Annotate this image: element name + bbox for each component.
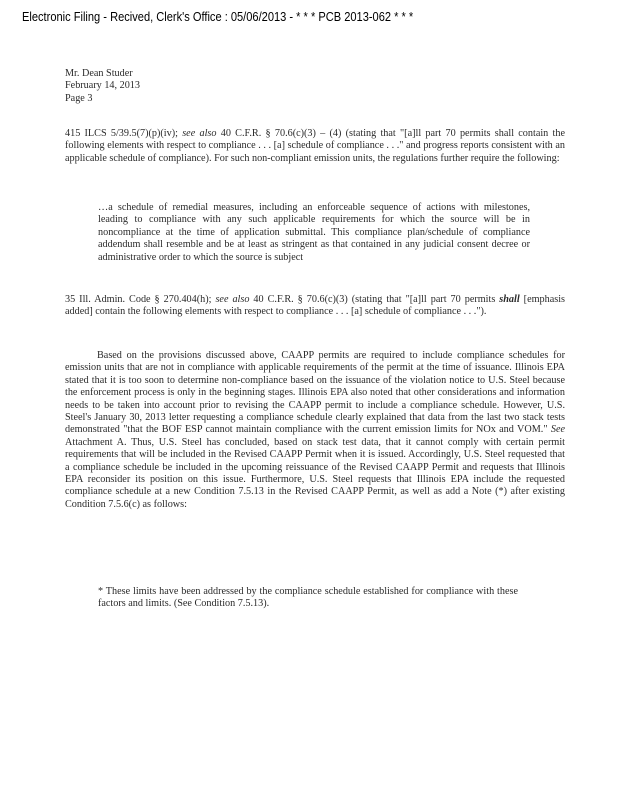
body-see: See — [550, 424, 565, 436]
block-quote: …a schedule of remedial measures, including an enforceable sequence of actions with milestones, leading to compliance with any such applicable requirements for which the source will be in noncompliance at the time of application submittal. This compliance plan/schedule of compliance addendum shall resemble and be at least as stringent as that contained in any judicial consent decree or administrative order to which the source is subject — [98, 202, 530, 263]
body-text-b: Attachment A. Thus, U.S. Steel has concluded, based on stack test data, that it cannot comply with certain permit requirements that will be included in the Revised CAAPP Permit when it is issued. Accordingly, U.S. Steel requested that a compliance schedule be included in the upcoming reissuance of the Revised CAAPP Permit and requests that Illinois EPA reconsider its position on this issue. Furthermore, U.S. Steel requests that Illinois EPA include the requested compliance schedule at a new Condition 7.5.13 in the Revised CAAPP Permit, as well as add a Note (*) after existing Condition 7.5.6(c) as follows: — [65, 436, 565, 510]
citation-2-text-b: 40 C.F.R. § 70.6(c)(3) (stating that "[a]ll part 70 permits — [249, 294, 500, 305]
letter-date: February 14, 2013 — [65, 80, 140, 92]
citation-2-see-also: see also — [215, 294, 250, 305]
citation-1-see-also: see also — [182, 128, 217, 139]
citation-2-shall: shall — [499, 294, 520, 305]
citation-paragraph-2 — [65, 294, 565, 319]
citation-1-text-b: 40 C.F.R. § 70.6(c)(3) – (4) (stating that "[a]ll part 70 permits shall contain the following elements with respect to compliance . . . [a] schedule of compliance . . ." and progress reports consistent with an applicable schedule of compliance). For such non-compliant emission units, the regulations further require the following: — [65, 128, 565, 164]
recipient-name: Mr. Dean Studer — [65, 68, 133, 79]
footnote-note: * These limits have been addressed by the compliance schedule established for compliance with these factors and limits. (See Condition 7.5.13). — [98, 586, 518, 610]
citation-1-text-a: 415 ILCS 5/39.5(7)(p)(iv); — [65, 128, 183, 139]
body-text-a: Based on the provisions discussed above, CAAPP permits are required to include compliance schedules for emission units that are not in compliance with applicable requirements of the permit at the time of issuance. Illinois EPA stated that it is too soon to determine non-compliance based on the issuance of the violation notice to U.S. Steel because the enforcement process is only in the beginning stages. Illinois EPA also noted that other considerations and information needs to be taken into account prior to revising the CAAPP permit to include a compliance schedule. However, U.S. Steel's January 30, 2013 letter requesting a compliance schedule clearly explained that data from the last two stack tests demonstrated "that the BOF ESP cannot maintain compliance with the current emission limits for NOx and VOM." — [65, 350, 565, 436]
filing-stamp-header: Electronic Filing - Recived, Clerk's Office : 05/06/2013 - * * * PCB 2013-062 * * * — [22, 10, 414, 24]
citation-paragraph-1 — [65, 128, 565, 165]
citation-2-text-a: 35 Ill. Admin. Code § 270.404(h); — [65, 294, 216, 305]
page-number: Page 3 — [65, 92, 93, 104]
body-paragraph — [65, 350, 565, 511]
citation-2-text-c: [emphasis added] contain the following elements with respect to compliance . . . [a] schedule of compliance . . ."). — [65, 294, 565, 318]
letter-address-block — [65, 68, 565, 105]
letter-page — [65, 68, 565, 610]
